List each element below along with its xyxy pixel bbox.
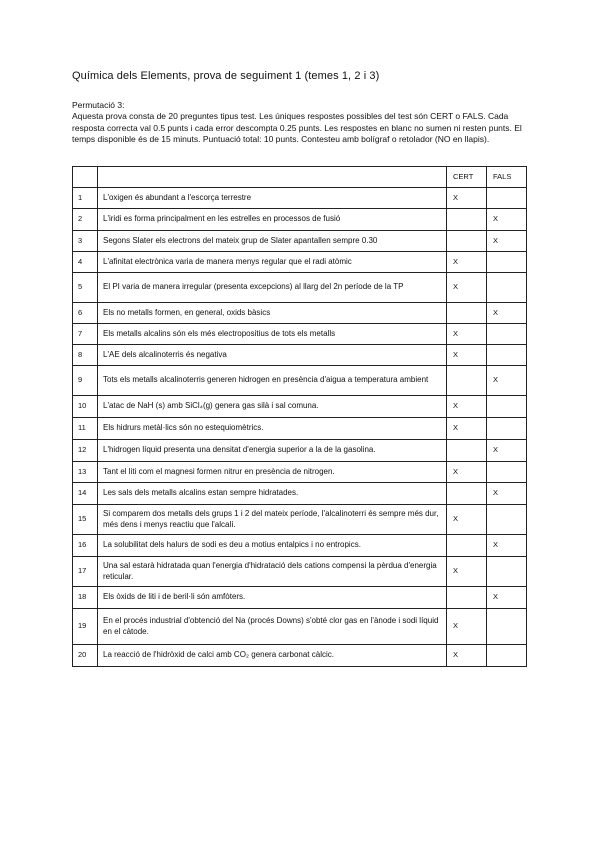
question-statement: La reacció de l'hidròxid de calci amb CO₂ genera carbonat càlcic. [98, 645, 447, 667]
fals-mark [487, 418, 527, 440]
question-number: 9 [73, 366, 98, 396]
header-empty-cell [98, 167, 447, 188]
question-number: 10 [73, 396, 98, 418]
table-row [73, 231, 527, 252]
question-number: 16 [73, 535, 98, 557]
header-empty-cell [73, 167, 98, 188]
table-row [73, 505, 527, 535]
fals-mark: X [487, 535, 527, 557]
fals-mark: X [487, 231, 527, 252]
table-row [73, 483, 527, 505]
table-row [73, 345, 527, 366]
question-statement: En el procés industrial d'obtenció del Na (procés Downs) s'obté clor gas en l'ànode i sodi líquid en el càtode. [98, 609, 447, 645]
table-row [73, 587, 527, 609]
question-statement: La solubilitat dels halurs de sodi es deu a motius entalpics i no entropics. [98, 535, 447, 557]
fals-mark [487, 324, 527, 345]
question-number: 2 [73, 209, 98, 231]
question-statement: Tots els metalls alcalinoterris generen hidrogen en presència d'aigua a temperatura ambient [98, 366, 447, 396]
table-row [73, 252, 527, 273]
fals-mark [487, 273, 527, 303]
cert-mark [447, 209, 487, 231]
cert-mark: X [447, 273, 487, 303]
fals-mark [487, 188, 527, 209]
question-number: 14 [73, 483, 98, 505]
question-statement: Els no metalls formen, en general, oxids bàsics [98, 303, 447, 324]
header-fals: FALS [487, 167, 527, 188]
question-statement: Les sals dels metalls alcalins estan sempre hidratades. [98, 483, 447, 505]
table-row [73, 303, 527, 324]
table-row [73, 396, 527, 418]
question-statement: Els òxids de liti i de beril·li són amfòters. [98, 587, 447, 609]
question-statement: L'AE dels alcalinoterris és negativa [98, 345, 447, 366]
table-row [73, 188, 527, 209]
table-row [73, 324, 527, 345]
question-number: 4 [73, 252, 98, 273]
cert-mark [447, 303, 487, 324]
question-statement: El PI varia de manera irregular (presenta excepcions) al llarg del 2n període de la TP [98, 273, 447, 303]
table-row [73, 535, 527, 557]
table-header-row [73, 167, 527, 188]
fals-mark: X [487, 303, 527, 324]
cert-mark: X [447, 462, 487, 483]
question-number: 12 [73, 440, 98, 462]
cert-mark [447, 440, 487, 462]
cert-mark: X [447, 396, 487, 418]
permutation-label: Permutació 3: [72, 100, 125, 110]
table-row [73, 609, 527, 645]
cert-mark: X [447, 252, 487, 273]
cert-mark [447, 535, 487, 557]
question-number: 1 [73, 188, 98, 209]
question-statement: L'oxigen és abundant a l'escorça terrestre [98, 188, 447, 209]
fals-mark [487, 557, 527, 587]
answer-table [72, 166, 527, 667]
question-number: 8 [73, 345, 98, 366]
question-number: 5 [73, 273, 98, 303]
question-statement: Si comparem dos metalls dels grups 1 i 2 del mateix període, l'alcalinoterri és sempre més dur, més dens i menys reactiu que l'alcalí. [98, 505, 447, 535]
question-number: 3 [73, 231, 98, 252]
fals-mark [487, 396, 527, 418]
question-statement: L'iridi es forma principalment en les estrelles en processos de fusió [98, 209, 447, 231]
table-row [73, 440, 527, 462]
question-statement: Els metalls alcalins són els més electropositius de tots els metalls [98, 324, 447, 345]
question-statement: Una sal estarà hidratada quan l'energia d'hidratació dels cations compensi la pèrdua d'energia reticular. [98, 557, 447, 587]
cert-mark [447, 483, 487, 505]
cert-mark: X [447, 345, 487, 366]
cert-mark: X [447, 557, 487, 587]
cert-mark: X [447, 324, 487, 345]
cert-mark: X [447, 505, 487, 535]
header-cert: CERT [447, 167, 487, 188]
cert-mark [447, 587, 487, 609]
question-statement: Segons Slater els electrons del mateix grup de Slater apantallen sempre 0.30 [98, 231, 447, 252]
question-statement: L'afinitat electrònica varia de manera menys regular que el radi atòmic [98, 252, 447, 273]
fals-mark [487, 505, 527, 535]
table-row [73, 557, 527, 587]
cert-mark: X [447, 418, 487, 440]
question-number: 18 [73, 587, 98, 609]
instructions-paragraph: Aquesta prova consta de 20 preguntes tipus test. Les úniques respostes possibles del test són CERT o FALS. Cada resposta correcta val 0.5 punts i cada error descompta 0.25 punts. Les respostes en blanc no sumen ni resten punts. El temps disponible és de 15 minuts. Puntuació total: 10 punts. Contesteu amb bolígraf o retolador (NO en llapis). [72, 111, 522, 144]
question-statement: Els hidrurs metàl·lics són no estequiomètrics. [98, 418, 447, 440]
fals-mark: X [487, 209, 527, 231]
fals-mark: X [487, 440, 527, 462]
table-row [73, 462, 527, 483]
table-row [73, 273, 527, 303]
question-statement: Tant el liti com el magnesi formen nitrur en presència de nitrogen. [98, 462, 447, 483]
table-row [73, 366, 527, 396]
document-title: Química dels Elements, prova de seguiment 1 (temes 1, 2 i 3) [72, 70, 380, 82]
cert-mark [447, 366, 487, 396]
cert-mark [447, 231, 487, 252]
question-statement: L'hidrogen líquid presenta una densitat d'energia superior a la de la gasolina. [98, 440, 447, 462]
question-number: 7 [73, 324, 98, 345]
fals-mark [487, 609, 527, 645]
fals-mark: X [487, 483, 527, 505]
question-number: 11 [73, 418, 98, 440]
table-row [73, 645, 527, 667]
fals-mark [487, 462, 527, 483]
fals-mark [487, 645, 527, 667]
question-number: 17 [73, 557, 98, 587]
cert-mark: X [447, 188, 487, 209]
question-number: 15 [73, 505, 98, 535]
fals-mark [487, 252, 527, 273]
cert-mark: X [447, 645, 487, 667]
fals-mark [487, 345, 527, 366]
question-number: 6 [73, 303, 98, 324]
question-statement: L'atac de NaH (s) amb SiCl₄(g) genera gas silà i sal comuna. [98, 396, 447, 418]
question-number: 13 [73, 462, 98, 483]
question-number: 20 [73, 645, 98, 667]
fals-mark: X [487, 587, 527, 609]
cert-mark: X [447, 609, 487, 645]
table-row [73, 418, 527, 440]
question-number: 19 [73, 609, 98, 645]
fals-mark: X [487, 366, 527, 396]
table-row [73, 209, 527, 231]
